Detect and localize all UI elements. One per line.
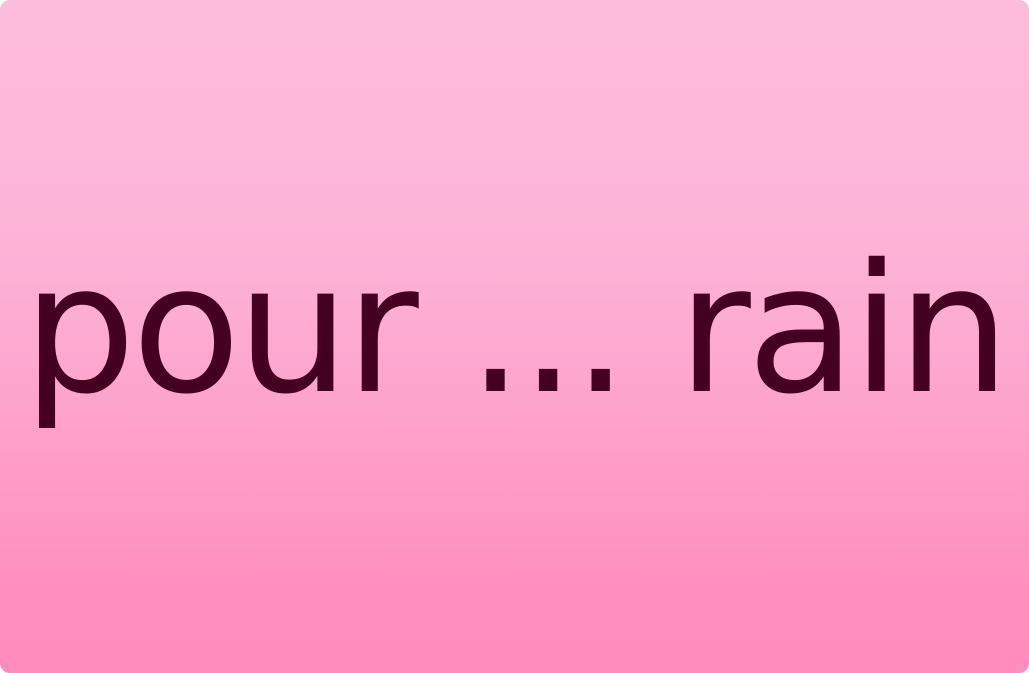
card-phrase: pour ... rain [22, 225, 1007, 433]
